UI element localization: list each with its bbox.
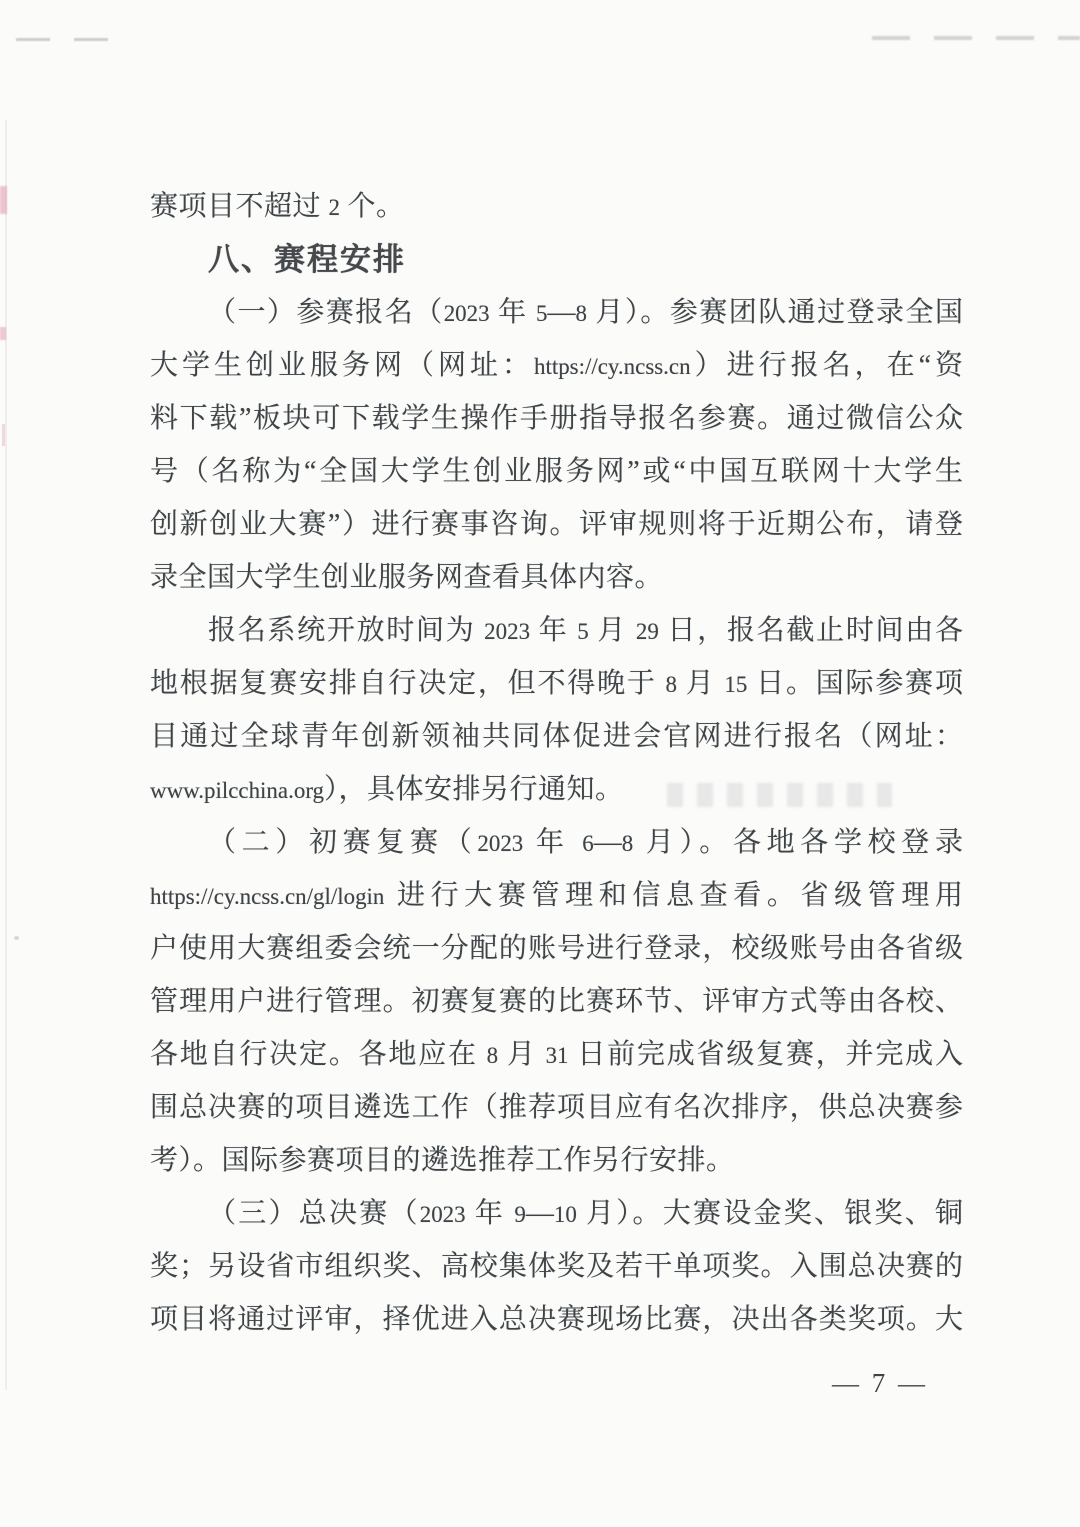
text-line: 大学生创业服务网（网址：https://cy.ncss.cn）进行报名，在“资 — [150, 350, 963, 381]
text-line: （一）参赛报名（2023 年 5—8 月）。参赛团队通过登录全国 — [208, 297, 963, 328]
latin-run: 8 — [486, 1043, 499, 1068]
text-line: 号（名称为“全国大学生创业服务网”或“中国互联网十大学生 — [150, 456, 963, 487]
page-number: — 7 — — [832, 1368, 928, 1398]
latin-run: 8 — [665, 672, 677, 697]
scan-dot — [14, 936, 19, 940]
text-line: 创新创业大赛”）进行赛事咨询。评审规则将于近期公布，请登 — [150, 509, 963, 540]
text-line: https://cy.ncss.cn/gl/login 进行大赛管理和信息查看。省级管理用 — [150, 880, 963, 911]
latin-run: 8 — [575, 301, 587, 326]
text-line: 各地自行决定。各地应在 8 月 31 日前完成省级复赛，并完成入 — [150, 1039, 963, 1070]
latin-run: 29 — [635, 619, 659, 644]
latin-run: 2023 — [484, 619, 531, 644]
text-line: 料下载”板块可下载学生操作手册指导报名参赛。通过微信公众 — [150, 403, 963, 434]
text-line: 地根据复赛安排自行决定，但不得晚于 8 月 15 日。国际参赛项 — [150, 668, 963, 699]
text-line: 报名系统开放时间为 2023 年 5 月 29 日，报名截止时间由各 — [208, 615, 963, 646]
latin-run: https://cy.ncss.cn — [533, 354, 691, 379]
text-line: 户使用大赛组委会统一分配的账号进行登录，校级账号由各省级 — [150, 933, 963, 964]
latin-run: 10 — [553, 1202, 577, 1227]
text-line: （二）初赛复赛（2023 年 6—8 月）。各地各学校登录 — [208, 827, 963, 858]
latin-run: 2023 — [443, 301, 490, 326]
latin-run: 31 — [545, 1043, 569, 1068]
latin-run: 8 — [621, 831, 634, 856]
text-line: 项目将通过评审，择优进入总决赛现场比赛，决出各类奖项。大 — [150, 1304, 963, 1335]
text-line: 管理用户进行管理。初赛复赛的比赛环节、评审方式等由各校、 — [150, 986, 963, 1017]
text-line: （三）总决赛（2023 年 9—10 月）。大赛设金奖、银奖、铜 — [208, 1198, 963, 1229]
page-edge-shading — [5, 120, 7, 1390]
latin-run: 15 — [724, 672, 748, 697]
text-line: 录全国大学生创业服务网查看具体内容。 — [150, 562, 664, 593]
latin-run: 6 — [582, 831, 594, 856]
text-line: www.pilcchina.org），具体安排另行通知。 — [150, 774, 624, 805]
latin-run: 5 — [536, 301, 548, 326]
latin-run: 9 — [514, 1202, 526, 1227]
scan-mark-pink — [0, 327, 6, 340]
text-line: 目通过全球青年创新领袖共同体促进会官网进行报名（网址： — [150, 721, 963, 752]
scan-mark-pink — [2, 424, 5, 446]
text-line: 考）。国际参赛项目的遴选推荐工作另行安排。 — [150, 1145, 735, 1176]
section-heading: 八、赛程安排 — [208, 242, 406, 277]
text-line: 赛项目不超过 2 个。 — [150, 191, 405, 222]
text-line: 奖；另设省市组织奖、高校集体奖及若干单项奖。入围总决赛的 — [150, 1251, 963, 1282]
latin-run: 2 — [328, 195, 340, 220]
latin-run: https://cy.ncss.cn/gl/login — [150, 884, 385, 909]
latin-run: www.pilcchina.org — [150, 778, 325, 803]
latin-run: 5 — [577, 619, 589, 644]
scan-streak-top-right — [872, 36, 1080, 40]
latin-run: 2023 — [477, 831, 524, 856]
scan-streak-top-left — [16, 38, 128, 41]
text-line: 围总决赛的项目遴选工作（推荐项目应有名次排序，供总决赛参 — [150, 1092, 963, 1123]
scan-mark-pink — [0, 186, 7, 214]
latin-run: 2023 — [419, 1202, 466, 1227]
document-text-block — [150, 180, 963, 1346]
